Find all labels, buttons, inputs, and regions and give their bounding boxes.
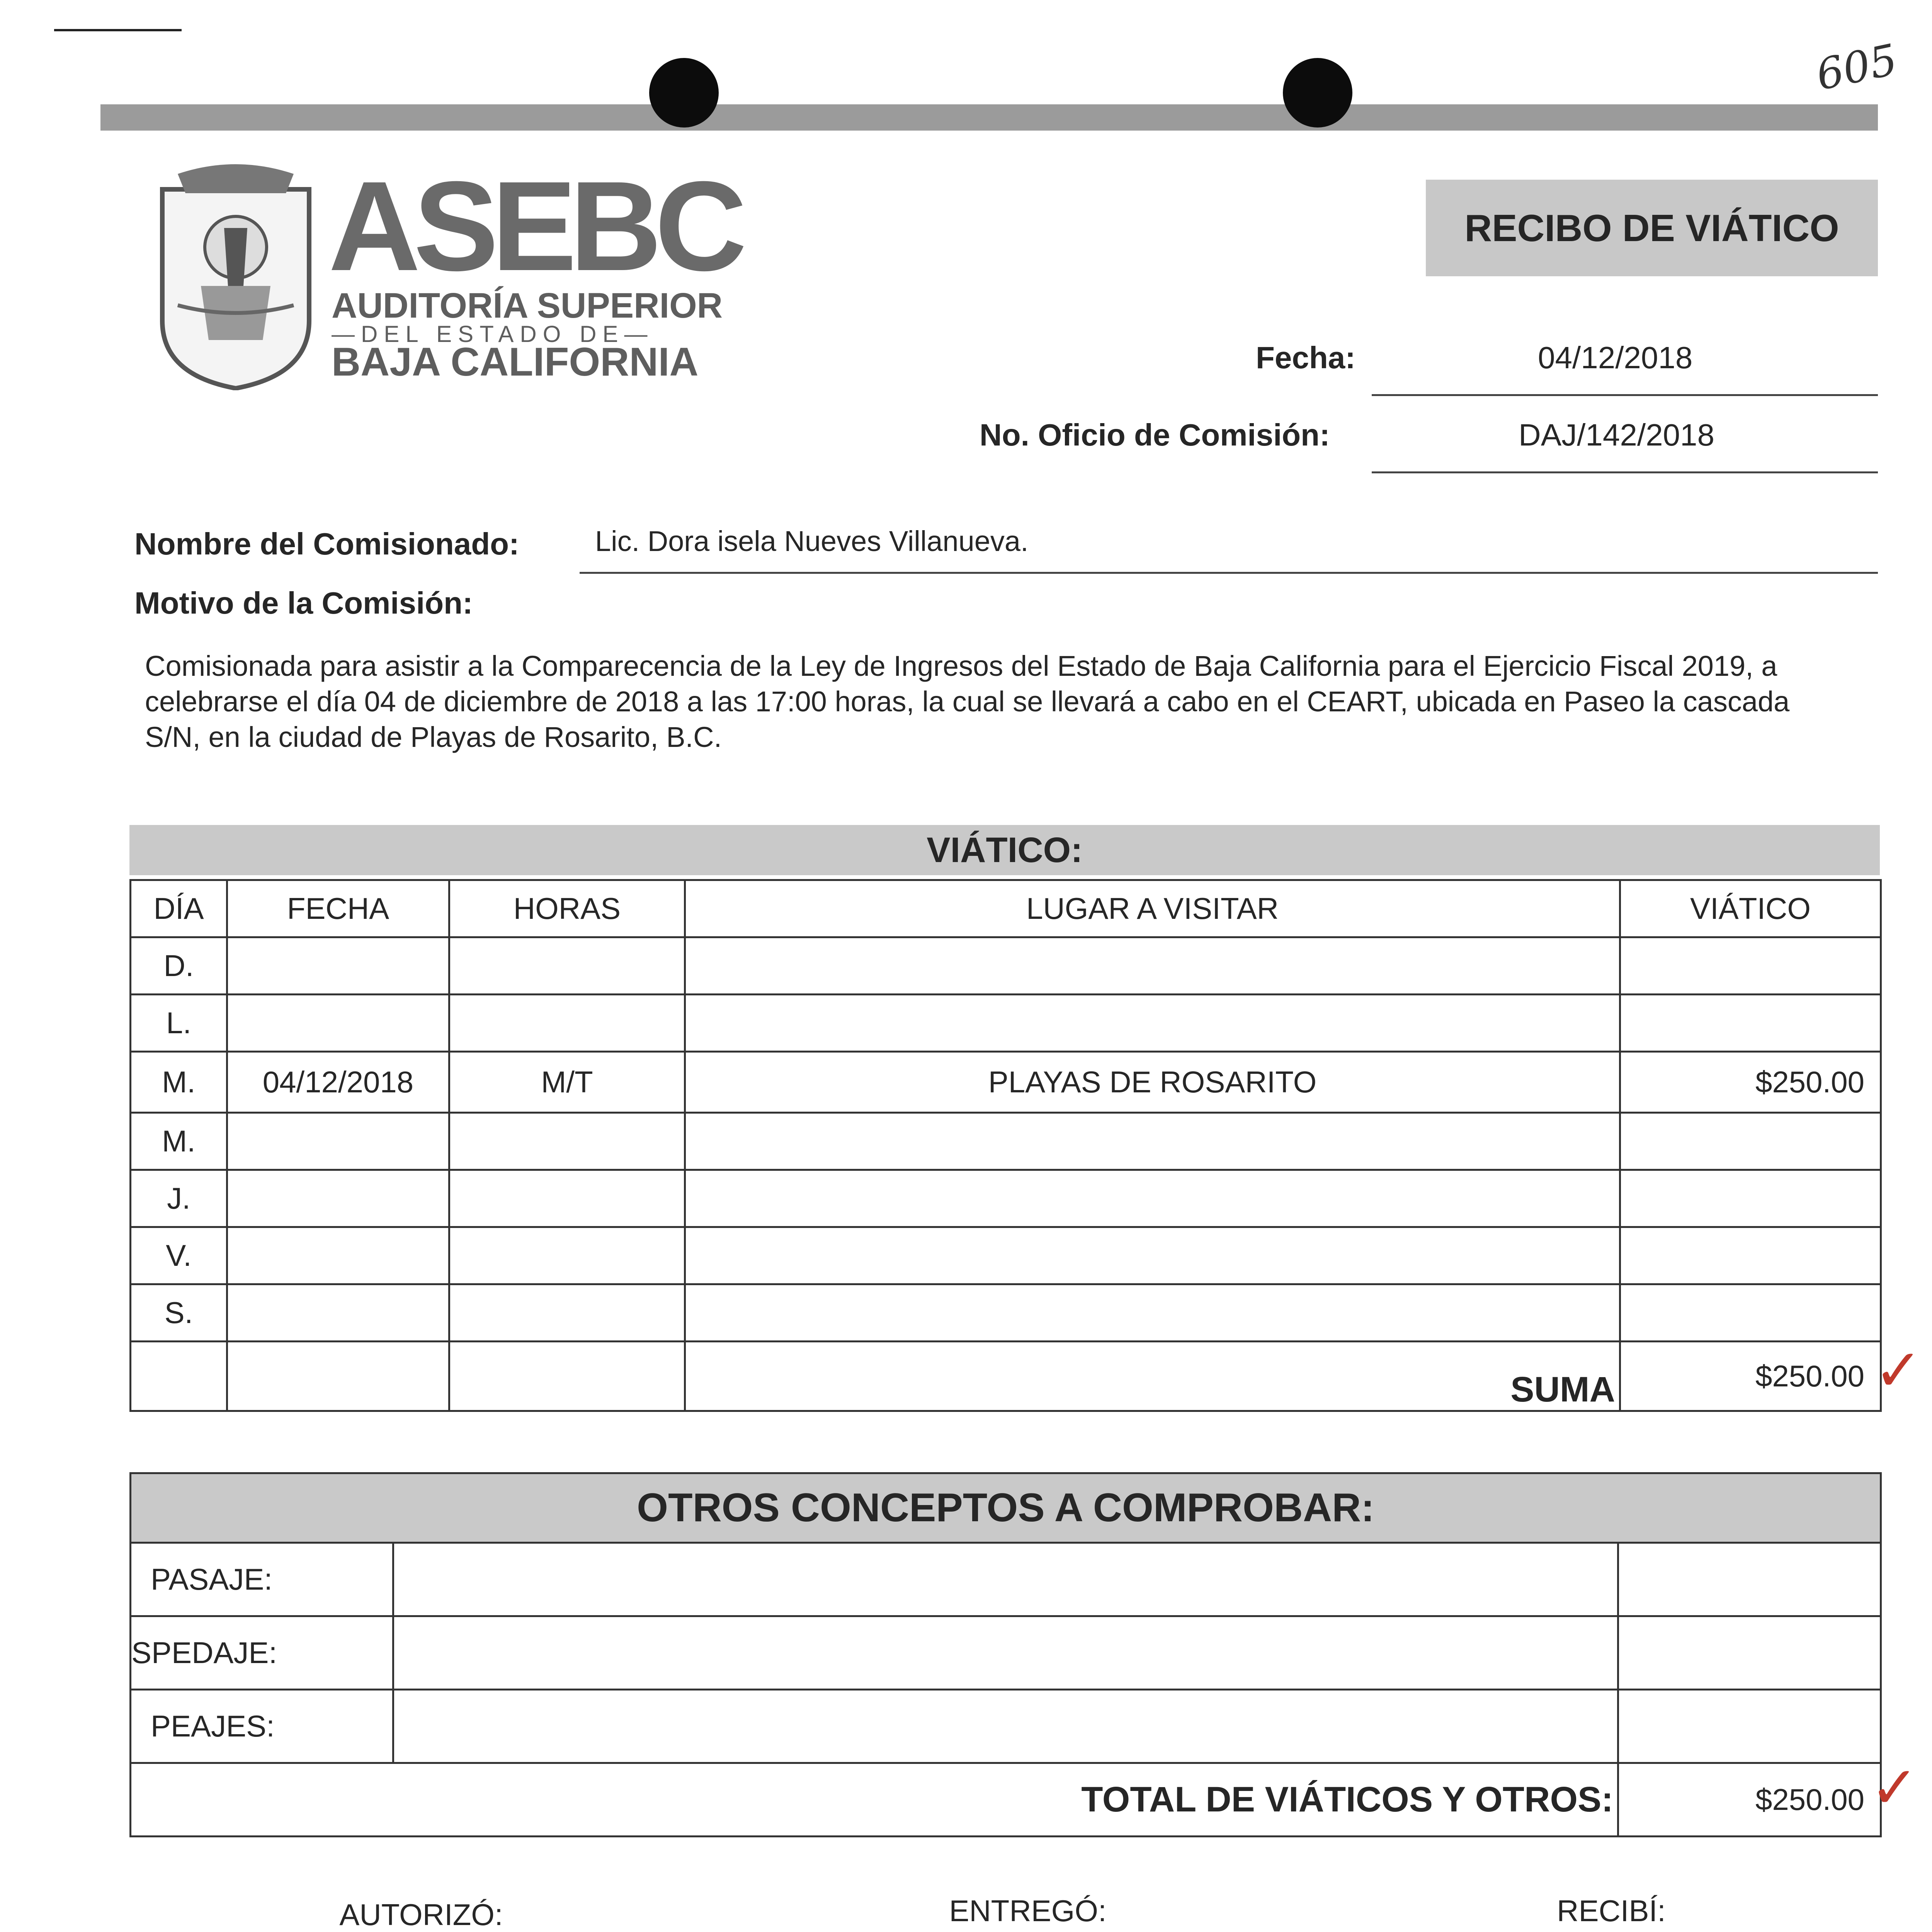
row-dia: D. <box>131 937 227 995</box>
row-lugar <box>685 1170 1620 1227</box>
pasaje-row <box>131 1543 1881 1616</box>
col-header-fecha: FECHA <box>227 880 449 937</box>
recibi-label: RECIBÍ: <box>1557 1894 1666 1928</box>
row-horas <box>449 1170 685 1227</box>
form-title: RECIBO DE VIÁTICO <box>1464 206 1839 249</box>
col-header-viatico: VIÁTICO <box>1620 880 1881 937</box>
total-value: $250.00 <box>1618 1763 1881 1837</box>
nombre-value: Lic. Dora isela Nueves Villanueva. <box>595 525 1029 557</box>
punch-hole-right <box>1283 58 1352 128</box>
entrego-label: ENTREGÓ: <box>949 1894 1107 1928</box>
row-horas: M/T <box>449 1052 685 1113</box>
table-row <box>131 1227 1881 1284</box>
row-viatico <box>1620 1113 1881 1170</box>
brand-line-2: —DEL ESTADO DE— <box>332 321 654 347</box>
row-fecha <box>227 937 449 995</box>
row-dia: L. <box>131 995 227 1052</box>
fecha-value: 04/12/2018 <box>1538 340 1693 375</box>
check-mark-icon: ✓ <box>1874 1337 1923 1404</box>
otros-section-header <box>131 1473 1881 1543</box>
row-viatico <box>1620 937 1881 995</box>
col-header-horas: HORAS <box>449 880 685 937</box>
suma-row <box>131 1342 1881 1411</box>
pasaje-amount <box>1618 1543 1881 1616</box>
hospedaje-amount <box>1618 1616 1881 1690</box>
row-viatico <box>1620 1170 1881 1227</box>
page-number-note: 605 <box>1811 34 1901 100</box>
motivo-text: Comisionada para asistir a la Comparecencia de la Ley de Ingresos del Estado de Baja California para el Ejercicio Fiscal 2019, a celebrarse el día 04 de diciembre de 2018 a las 17:00 horas, la cual se llevará a cabo en el CEART, ubicada en Paseo la cascada S/N, en la ciudad de Playas de Rosarito, B.C. <box>145 650 1790 753</box>
row-horas <box>449 995 685 1052</box>
oficio-label: No. Oficio de Comisión: <box>980 418 1330 452</box>
row-fecha <box>227 1227 449 1284</box>
suma-empty-1 <box>131 1342 227 1411</box>
viatico-header-row <box>131 880 1881 937</box>
oficio-value: DAJ/142/2018 <box>1519 418 1715 452</box>
suma-empty-3 <box>449 1342 685 1411</box>
row-dia: M. <box>131 1113 227 1170</box>
nombre-label: Nombre del Comisionado: <box>134 527 519 561</box>
row-viatico <box>1620 1227 1881 1284</box>
row-fecha: 04/12/2018 <box>227 1052 449 1113</box>
pasaje-desc <box>393 1543 1618 1616</box>
scan-mark-top-left <box>54 29 182 31</box>
row-dia: S. <box>131 1284 227 1342</box>
brand-line-3: BAJA CALIFORNIA <box>332 340 699 384</box>
brand-acronym: ASEBC <box>328 155 740 297</box>
otros-table <box>129 1472 1882 1837</box>
pasaje-label: PASAJE: <box>131 1543 393 1616</box>
row-dia: J. <box>131 1170 227 1227</box>
suma-empty-2 <box>227 1342 449 1411</box>
row-fecha <box>227 1170 449 1227</box>
row-viatico <box>1620 1284 1881 1342</box>
row-lugar <box>685 1284 1620 1342</box>
row-lugar <box>685 1227 1620 1284</box>
viatico-table <box>129 879 1882 1412</box>
coat-of-arms-logo <box>155 158 317 390</box>
viatico-section-title: VIÁTICO: <box>927 830 1083 870</box>
row-viatico <box>1620 995 1881 1052</box>
otros-header-row <box>131 1473 1881 1543</box>
row-horas <box>449 1284 685 1342</box>
row-lugar: PLAYAS DE ROSARITO <box>685 1052 1620 1113</box>
otros-section-title: OTROS CONCEPTOS A COMPROBAR: <box>637 1485 1374 1530</box>
peajes-label: PEAJES: <box>131 1690 393 1763</box>
form-title-box <box>1426 180 1878 276</box>
row-horas <box>449 1227 685 1284</box>
peajes-desc <box>393 1690 1618 1763</box>
row-horas <box>449 1113 685 1170</box>
table-row <box>131 937 1881 995</box>
col-header-dia: DÍA <box>131 880 227 937</box>
punch-hole-left <box>649 58 719 128</box>
col-header-lugar: LUGAR A VISITAR <box>685 880 1620 937</box>
row-horas <box>449 937 685 995</box>
oficio-field <box>1372 410 1878 473</box>
peajes-amount <box>1618 1690 1881 1763</box>
table-row <box>131 1113 1881 1170</box>
peajes-row <box>131 1690 1881 1763</box>
row-lugar <box>685 937 1620 995</box>
viatico-section-header <box>129 825 1880 875</box>
motivo-label: Motivo de la Comisión: <box>134 586 473 620</box>
hospedaje-label: SPEDAJE: <box>131 1616 393 1690</box>
brand-line-1: AUDITORÍA SUPERIOR <box>332 286 723 325</box>
row-fecha <box>227 1113 449 1170</box>
check-mark-icon: ✓ <box>1870 1754 1919 1821</box>
fecha-field <box>1372 332 1878 396</box>
table-row <box>131 1284 1881 1342</box>
top-band <box>100 104 1878 131</box>
row-dia: V. <box>131 1227 227 1284</box>
total-label: TOTAL DE VIÁTICOS Y OTROS: <box>131 1763 1618 1837</box>
row-viatico: $250.00 <box>1620 1052 1881 1113</box>
row-fecha <box>227 1284 449 1342</box>
nombre-field <box>580 518 1878 574</box>
row-fecha <box>227 995 449 1052</box>
row-lugar <box>685 1113 1620 1170</box>
hospedaje-desc <box>393 1616 1618 1690</box>
table-row <box>131 1170 1881 1227</box>
autorizo-label: AUTORIZÓ: <box>339 1898 503 1932</box>
suma-value: $250.00 <box>1620 1342 1881 1411</box>
suma-label: SUMA <box>685 1342 1620 1411</box>
hospedaje-row <box>131 1616 1881 1690</box>
row-dia: M. <box>131 1052 227 1113</box>
table-row <box>131 1052 1881 1113</box>
table-row <box>131 995 1881 1052</box>
total-row <box>131 1763 1881 1837</box>
fecha-label: Fecha: <box>1256 340 1355 375</box>
row-lugar <box>685 995 1620 1052</box>
